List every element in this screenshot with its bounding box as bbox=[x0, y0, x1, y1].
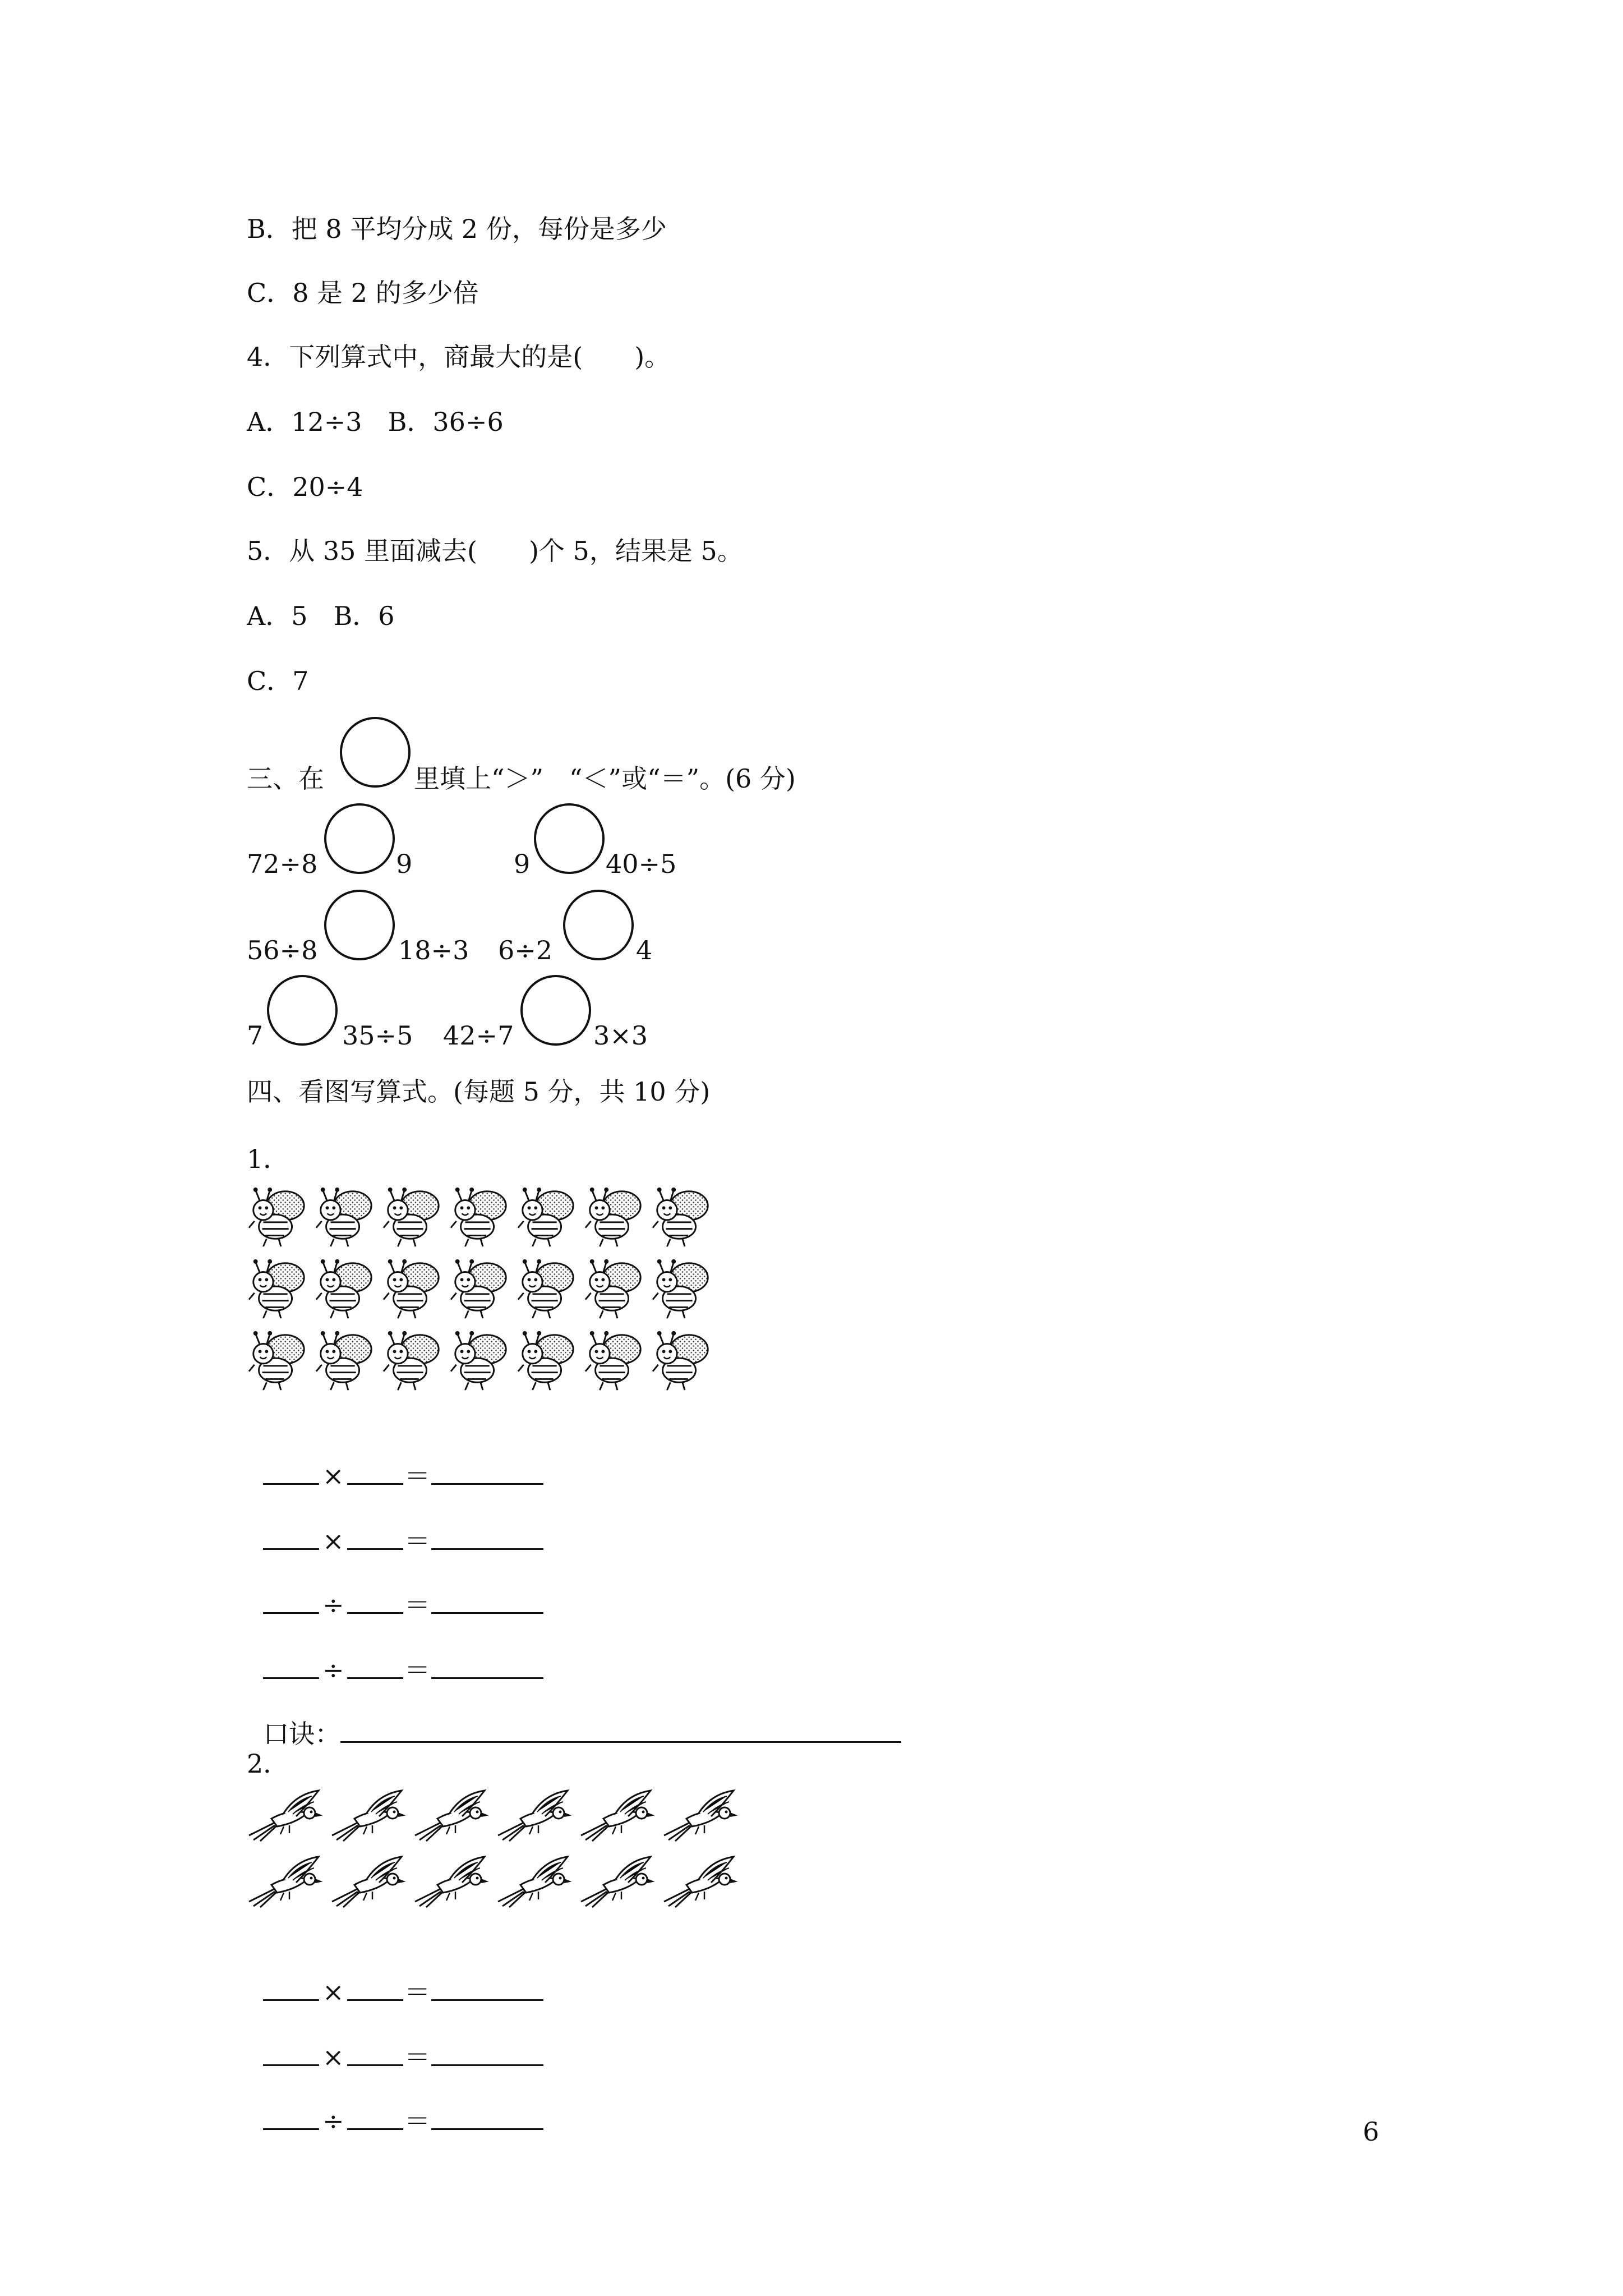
p2-eq2-equals: ＝ bbox=[404, 2042, 431, 2072]
p1-equation-4 bbox=[247, 1619, 543, 1685]
problem-2-number: 2． bbox=[247, 1749, 289, 1779]
p2-eq2-blank-result[interactable] bbox=[431, 2040, 543, 2066]
compare-3-right: 18÷3 bbox=[398, 935, 469, 965]
compare-5-left: 7 bbox=[247, 1020, 264, 1051]
p2-eq3-blank-a[interactable] bbox=[263, 2104, 319, 2130]
bird-icon bbox=[328, 1852, 406, 1908]
bird-icon bbox=[411, 1786, 489, 1842]
p1-equation-2 bbox=[247, 1490, 543, 1556]
bee-cartoon-icon bbox=[379, 1184, 445, 1250]
bee-cartoon-icon bbox=[379, 1255, 445, 1322]
compare-4-right: 4 bbox=[636, 935, 653, 965]
compare-2-left: 9 bbox=[514, 849, 531, 879]
bee-cartoon-icon bbox=[446, 1327, 513, 1393]
section3-title-before: 三、在 bbox=[247, 763, 324, 794]
bird-icon bbox=[245, 1786, 323, 1842]
p2-eq2-operator: × bbox=[322, 2042, 344, 2072]
p1-eq3-blank-result[interactable] bbox=[431, 1588, 543, 1614]
p2-equation-2 bbox=[247, 2006, 543, 2072]
bee-cartoon-icon bbox=[581, 1184, 647, 1250]
p2-eq1-blank-a[interactable] bbox=[263, 1975, 319, 2001]
bird-icon bbox=[577, 1852, 655, 1908]
bee-cartoon-icon bbox=[245, 1184, 311, 1250]
bee-cartoon-icon bbox=[648, 1184, 714, 1250]
bird-picture-grid bbox=[245, 1786, 749, 1921]
p2-eq1-equals: ＝ bbox=[404, 1977, 431, 2007]
compare-2-circle[interactable] bbox=[534, 803, 605, 874]
p1-eq4-equals: ＝ bbox=[404, 1655, 431, 1685]
compare-6-right: 3×3 bbox=[593, 1020, 648, 1051]
p2-eq1-operator: × bbox=[322, 1977, 344, 2007]
p2-eq2-blank-a[interactable] bbox=[263, 2040, 319, 2066]
bird-icon bbox=[577, 1786, 655, 1842]
bee-cartoon-icon bbox=[648, 1255, 714, 1322]
p1-eq1-blank-a[interactable] bbox=[263, 1458, 319, 1485]
bee-cartoon-icon bbox=[446, 1184, 513, 1250]
compare-3-left: 56÷8 bbox=[247, 935, 318, 965]
bee-cartoon-icon bbox=[312, 1327, 378, 1393]
compare-4-circle[interactable] bbox=[563, 890, 634, 960]
compare-4-left: 6÷2 bbox=[498, 935, 553, 965]
q4-option-c: C．20÷4 bbox=[247, 472, 363, 502]
bee-cartoon-icon bbox=[245, 1327, 311, 1393]
p1-eq4-blank-b[interactable] bbox=[347, 1653, 403, 1679]
p1-eq1-equals: ＝ bbox=[404, 1461, 431, 1491]
p1-eq3-blank-a[interactable] bbox=[263, 1588, 319, 1614]
bee-cartoon-icon bbox=[514, 1184, 580, 1250]
compare-3-circle[interactable] bbox=[324, 890, 395, 960]
p1-equation-1 bbox=[247, 1425, 543, 1491]
bird-icon bbox=[494, 1852, 572, 1908]
bird-icon bbox=[494, 1786, 572, 1842]
p1-rhyme-blank[interactable] bbox=[340, 1717, 901, 1743]
compare-2-right: 40÷5 bbox=[606, 849, 677, 879]
q5-options-ab: A．5 B．6 bbox=[247, 601, 395, 631]
q5-option-c: C．7 bbox=[247, 666, 309, 696]
bee-cartoon-icon bbox=[514, 1255, 580, 1322]
bee-cartoon-icon bbox=[379, 1327, 445, 1393]
p1-equation-3 bbox=[247, 1554, 543, 1620]
p1-eq2-blank-b[interactable] bbox=[347, 1524, 403, 1550]
problem-1-number: 1． bbox=[247, 1144, 289, 1174]
p1-eq3-equals: ＝ bbox=[404, 1590, 431, 1620]
q5-stem: 5．从 35 里面减去( )个 5，结果是 5。 bbox=[247, 536, 743, 566]
compare-1-right: 9 bbox=[396, 849, 413, 879]
p1-eq2-operator: × bbox=[322, 1526, 344, 1556]
p1-eq3-blank-b[interactable] bbox=[347, 1588, 403, 1614]
bee-cartoon-icon bbox=[581, 1255, 647, 1322]
p1-eq4-blank-a[interactable] bbox=[263, 1653, 319, 1679]
p2-eq3-operator: ÷ bbox=[322, 2106, 344, 2136]
p2-eq1-blank-b[interactable] bbox=[347, 1975, 403, 2001]
bee-cartoon-icon bbox=[581, 1327, 647, 1393]
bird-icon bbox=[660, 1786, 738, 1842]
bee-cartoon-icon bbox=[648, 1327, 714, 1393]
section3-title-after: 里填上“＞” “＜”或“＝”。(6 分) bbox=[414, 763, 796, 794]
title-example-circle bbox=[340, 717, 411, 788]
compare-5-right: 35÷5 bbox=[342, 1020, 413, 1051]
compare-5-circle[interactable] bbox=[267, 975, 338, 1046]
bee-cartoon-icon bbox=[514, 1327, 580, 1393]
compare-1-left: 72÷8 bbox=[247, 849, 318, 879]
p2-equation-1 bbox=[247, 1941, 543, 2007]
bird-icon bbox=[328, 1786, 406, 1842]
p1-eq4-blank-result[interactable] bbox=[431, 1653, 543, 1679]
bee-cartoon-icon bbox=[312, 1184, 378, 1250]
p1-eq1-operator: × bbox=[322, 1461, 344, 1491]
bird-icon bbox=[245, 1852, 323, 1908]
p1-eq1-blank-b[interactable] bbox=[347, 1458, 403, 1485]
q4-stem: 4．下列算式中，商最大的是( )。 bbox=[247, 342, 671, 372]
bee-picture-grid bbox=[245, 1184, 727, 1402]
p2-eq3-blank-result[interactable] bbox=[431, 2104, 543, 2130]
p1-rhyme-label: 口诀： bbox=[263, 1719, 341, 1749]
q4-options-ab: A．12÷3 B．36÷6 bbox=[247, 407, 504, 437]
p1-eq2-blank-result[interactable] bbox=[431, 1524, 543, 1550]
bee-cartoon-icon bbox=[446, 1255, 513, 1322]
compare-1-circle[interactable] bbox=[324, 803, 395, 874]
p2-equation-3 bbox=[247, 2070, 543, 2136]
bird-icon bbox=[411, 1852, 489, 1908]
p2-eq2-blank-b[interactable] bbox=[347, 2040, 403, 2066]
page-number: 6 bbox=[1363, 2116, 1380, 2147]
p2-eq3-blank-b[interactable] bbox=[347, 2104, 403, 2130]
bee-cartoon-icon bbox=[245, 1255, 311, 1322]
bee-cartoon-icon bbox=[312, 1255, 378, 1322]
bird-icon bbox=[660, 1852, 738, 1908]
p1-rhyme-line bbox=[247, 1683, 901, 1749]
p1-eq2-blank-a[interactable] bbox=[263, 1524, 319, 1550]
p1-eq1-blank-result[interactable] bbox=[431, 1458, 543, 1485]
p2-eq3-equals: ＝ bbox=[404, 2106, 431, 2136]
compare-6-left: 42÷7 bbox=[443, 1020, 514, 1051]
p1-eq3-operator: ÷ bbox=[322, 1590, 344, 1620]
p2-eq1-blank-result[interactable] bbox=[431, 1975, 543, 2001]
section4-title: 四、看图写算式。(每题 5 分，共 10 分) bbox=[247, 1076, 711, 1107]
compare-6-circle[interactable] bbox=[520, 975, 591, 1046]
q3-option-b: B．把 8 平均分成 2 份，每份是多少 bbox=[247, 214, 667, 244]
p1-eq4-operator: ÷ bbox=[322, 1655, 344, 1685]
p1-eq2-equals: ＝ bbox=[404, 1526, 431, 1556]
q3-option-c: C．8 是 2 的多少倍 bbox=[247, 278, 479, 308]
